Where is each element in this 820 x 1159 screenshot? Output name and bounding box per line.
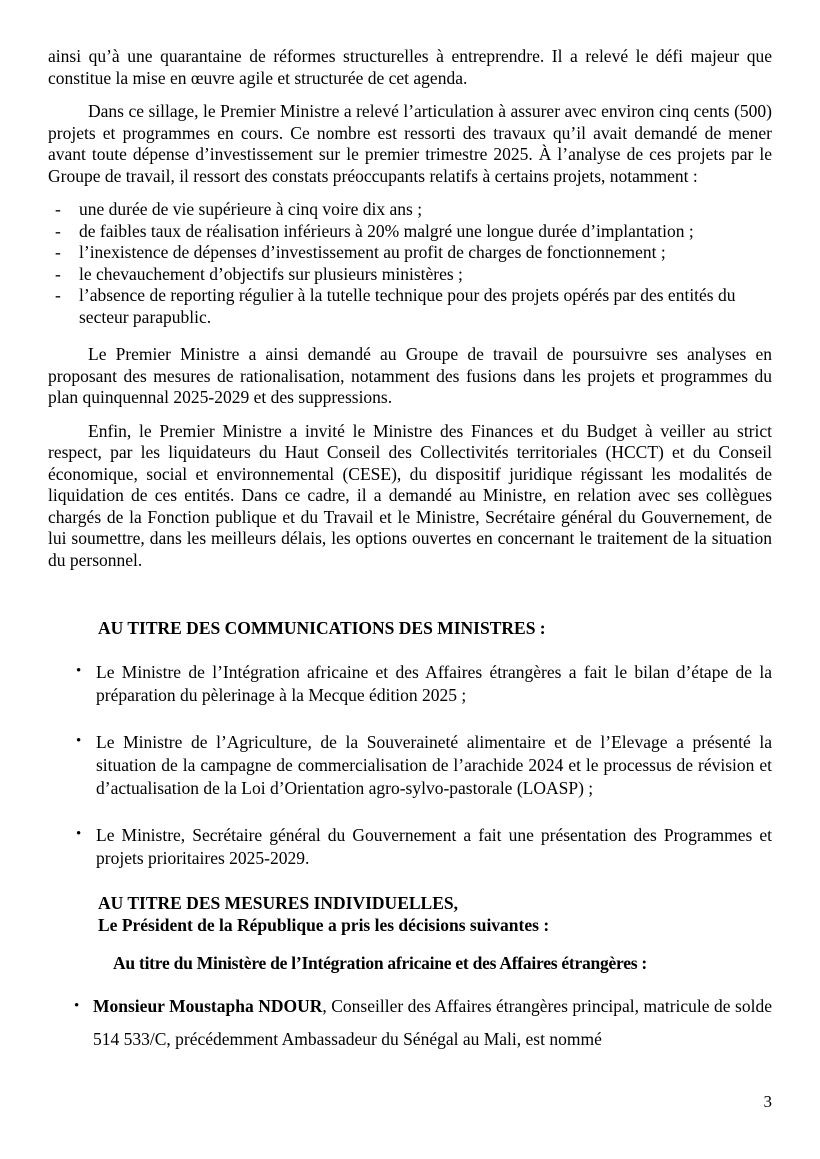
list-item xyxy=(48,731,772,800)
nomination-details: , Conseiller des Affaires étrangères principal, matricule de solde 514 533/C, précédemment Ambassadeur du Sénégal au Mali, est nommé xyxy=(93,996,772,1049)
list-item xyxy=(48,824,772,870)
spacer xyxy=(48,870,772,892)
list-item-label: Le Ministre, Secrétaire général du Gouvernement a fait une présentation des Programmes et projets prioritaires 2025-2029. xyxy=(96,825,772,868)
list-item-label: l’absence de reporting régulier à la tutelle technique pour des projets opérés par des entités du secteur parapublic. xyxy=(79,285,736,327)
heading-communications-ministres: AU TITRE DES COMMUNICATIONS DES MINISTRES : xyxy=(98,618,546,638)
list-item xyxy=(48,199,772,221)
list-item-label: Le Ministre de l’Agriculture, de la Souveraineté alimentaire et de l’Elevage a présenté la situation de la campagne de commercialisation de l’arachide 2024 et le processus de révision et d’actualisation de la Loi d’Orientation agro-sylvo-pastorale (LOASP) ; xyxy=(96,732,772,798)
heading-au-titre-ministere: Au titre du Ministère de l’Intégration africaine et des Affaires étrangères : xyxy=(113,953,647,973)
list-item xyxy=(48,661,772,707)
bullet-marker-icon: • xyxy=(76,663,82,679)
list-item-label: de faibles taux de réalisation inférieurs à 20% malgré une longue durée d’implantation ; xyxy=(79,220,694,241)
page-number: 3 xyxy=(763,1092,772,1111)
paragraph-dans-ce-sillage: Dans ce sillage, le Premier Ministre a relevé l’articulation à assurer avec environ cinq cents (500) projets et programmes en cours. Ce nombre est ressorti des travaux qu’il avait demandé de mener avant toute dépense d’investissement sur le premier trimestre 2025. À l’analyse de ces projets par le Groupe de travail, il ressort des constats préoccupants relatifs à certains projets, notamment : xyxy=(48,101,772,186)
heading-mesures-individuelles: AU TITRE DES MESURES INDIVIDUELLES, xyxy=(98,893,458,913)
constats-dash-list xyxy=(48,199,772,328)
dash-marker-icon: - xyxy=(55,199,61,219)
document-body xyxy=(48,46,772,1056)
spacer xyxy=(48,639,772,661)
list-item-label: l’inexistence de dépenses d’investissement au profit de charges de fonctionnement ; xyxy=(79,242,666,262)
list-item xyxy=(48,221,772,243)
list-item-label: une durée de vie supérieure à cinq voire dix ans ; xyxy=(79,199,423,219)
spacer xyxy=(48,187,772,199)
list-item xyxy=(48,285,772,328)
spacer xyxy=(48,936,772,952)
dash-marker-icon: - xyxy=(55,242,61,262)
list-item-label: Le Ministre de l’Intégration africaine et des Affaires étrangères a fait le bilan d’étape de la préparation du pèlerinage à la Mecque édition 2025 ; xyxy=(96,662,772,705)
list-item-label: le chevauchement d’objectifs sur plusieurs ministères ; xyxy=(79,263,463,284)
paragraph-intro-continued: ainsi qu’à une quarantaine de réformes structurelles à entreprendre. Il a relevé le défi majeur que constitue la mise en œuvre agile et structurée de cet agenda. xyxy=(48,46,772,88)
bullet-marker-icon: • xyxy=(76,826,82,842)
list-item xyxy=(48,264,772,286)
paragraph-enfin: Enfin, le Premier Ministre a invité le Ministre des Finances et du Budget à veiller au strict respect, par les liquidateurs du Haut Conseil des Collectivités territoriales (HCCT) et du Conseil économique, social et environnemental (CESE), du dispositif juridique régissant les modalités de liquidation de ces entités. Dans ce cadre, il a demandé au Ministre, en relation avec ses collègues chargés de la Fonction publique et du Travail et le Ministre, Secrétaire général du Gouvernement, de lui soumettre, dans les meilleurs délais, les options ouvertes en concernant le traitement de la situation du personnel. xyxy=(48,420,772,570)
nominations-bullet-list xyxy=(48,990,772,1056)
spacer xyxy=(48,89,772,101)
heading-president-decisions: Le Président de la République a pris les décisions suivantes : xyxy=(98,915,550,935)
dash-marker-icon: - xyxy=(55,263,61,284)
list-item xyxy=(48,242,772,264)
spacer xyxy=(48,571,772,617)
nominee-name: Monsieur Moustapha NDOUR xyxy=(93,996,323,1016)
paragraph-rationalisation: Le Premier Ministre a ainsi demandé au Groupe de travail de poursuivre ses analyses en proposant des mesures de rationalisation, notamment des fusions dans les projets et programmes du plan quinquennal 2025-2029 et des suppressions. xyxy=(48,344,772,407)
bullet-marker-icon: • xyxy=(76,733,82,749)
dash-marker-icon: - xyxy=(55,285,61,305)
dash-marker-icon: - xyxy=(55,220,61,241)
spacer xyxy=(48,409,772,421)
spacer xyxy=(48,328,772,344)
spacer xyxy=(48,974,772,990)
communications-bullet-list xyxy=(48,661,772,870)
list-item xyxy=(48,990,772,1056)
bullet-marker-icon: • xyxy=(74,998,80,1014)
